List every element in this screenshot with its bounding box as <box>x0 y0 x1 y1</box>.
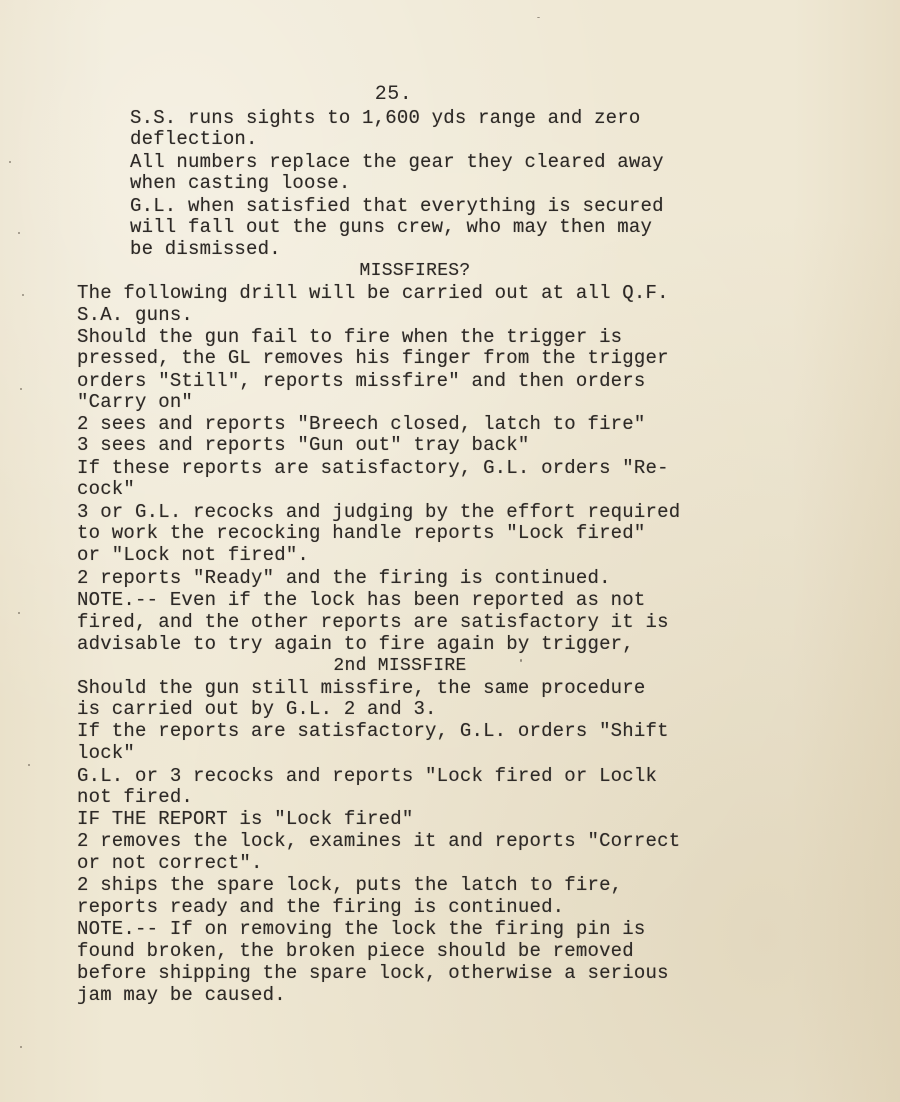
intro-line: S.S. runs sights to 1,600 yds range and zero <box>130 107 641 129</box>
body-line: 2 ships the spare lock, puts the latch to fire, <box>77 874 623 896</box>
body-line: "Carry on" <box>77 391 194 413</box>
body-line: reports ready and the firing is continued. <box>77 896 565 918</box>
paper-speck <box>20 1046 22 1048</box>
body-line: 2 sees and reports "Breech closed, latch to fire" <box>77 413 646 435</box>
body-line: If these reports are satisfactory, G.L. orders "Re- <box>77 457 669 479</box>
intro-line: will fall out the guns crew, who may then may <box>130 216 653 238</box>
paper-speck <box>18 232 20 234</box>
body-line: 2 reports "Ready" and the firing is continued. <box>77 567 611 589</box>
body-line: lock" <box>77 742 136 764</box>
body-line: pressed, the GL removes his finger from the trigger <box>77 347 669 369</box>
body-line: 3 or G.L. recocks and judging by the effort required <box>77 501 681 523</box>
intro-line: G.L. when satisfied that everything is secured <box>130 195 664 217</box>
body-line: 3 sees and reports "Gun out" tray back" <box>77 434 530 456</box>
body-line: jam may be caused. <box>77 984 286 1006</box>
paper-speck <box>20 388 22 390</box>
body-line: before shipping the spare lock, otherwise a serious <box>77 962 669 984</box>
body-line: advisable to try again to fire again by trigger, <box>77 633 634 655</box>
body-line: NOTE.-- Even if the lock has been reported as not <box>77 589 646 611</box>
intro-line: All numbers replace the gear they cleared away <box>130 151 664 173</box>
section-heading-2nd-missfire: 2nd MISSFIRE <box>333 656 467 676</box>
paper-speck <box>537 17 540 18</box>
body-line: If the reports are satisfactory, G.L. orders "Shift <box>77 720 669 742</box>
body-line: orders "Still", reports missfire" and then orders <box>77 370 646 392</box>
body-line: The following drill will be carried out at all Q.F. <box>77 282 669 304</box>
paper-speck <box>520 659 522 662</box>
body-line: to work the recocking handle reports "Lock fired" <box>77 522 646 544</box>
intro-line: when casting loose. <box>130 172 351 194</box>
body-line: or not correct". <box>77 852 263 874</box>
body-line: fired, and the other reports are satisfactory it is <box>77 611 669 633</box>
section-heading-missfires: MISSFIRES? <box>359 261 471 281</box>
body-line: NOTE.-- If on removing the lock the firing pin is <box>77 918 646 940</box>
body-line: not fired. <box>77 786 194 808</box>
body-line: S.A. guns. <box>77 304 194 326</box>
paper-speck <box>18 612 20 614</box>
body-line: or "Lock not fired". <box>77 544 310 566</box>
body-line: Should the gun fail to fire when the trigger is <box>77 326 623 348</box>
body-line: found broken, the broken piece should be removed <box>77 940 634 962</box>
body-line: 2 removes the lock, examines it and reports "Correct <box>77 830 681 852</box>
intro-line: deflection. <box>130 128 258 150</box>
body-line: cock" <box>77 478 136 500</box>
page-number: 25. <box>374 83 413 106</box>
paper-speck <box>22 294 24 296</box>
intro-line: be dismissed. <box>130 238 281 260</box>
body-line: IF THE REPORT is "Lock fired" <box>77 808 414 830</box>
paper-speck <box>9 161 11 163</box>
body-line: is carried out by G.L. 2 and 3. <box>77 698 437 720</box>
body-line: Should the gun still missfire, the same procedure <box>77 677 646 699</box>
body-line: G.L. or 3 recocks and reports "Lock fired or Loclk <box>77 765 658 787</box>
paper-speck <box>28 764 30 766</box>
